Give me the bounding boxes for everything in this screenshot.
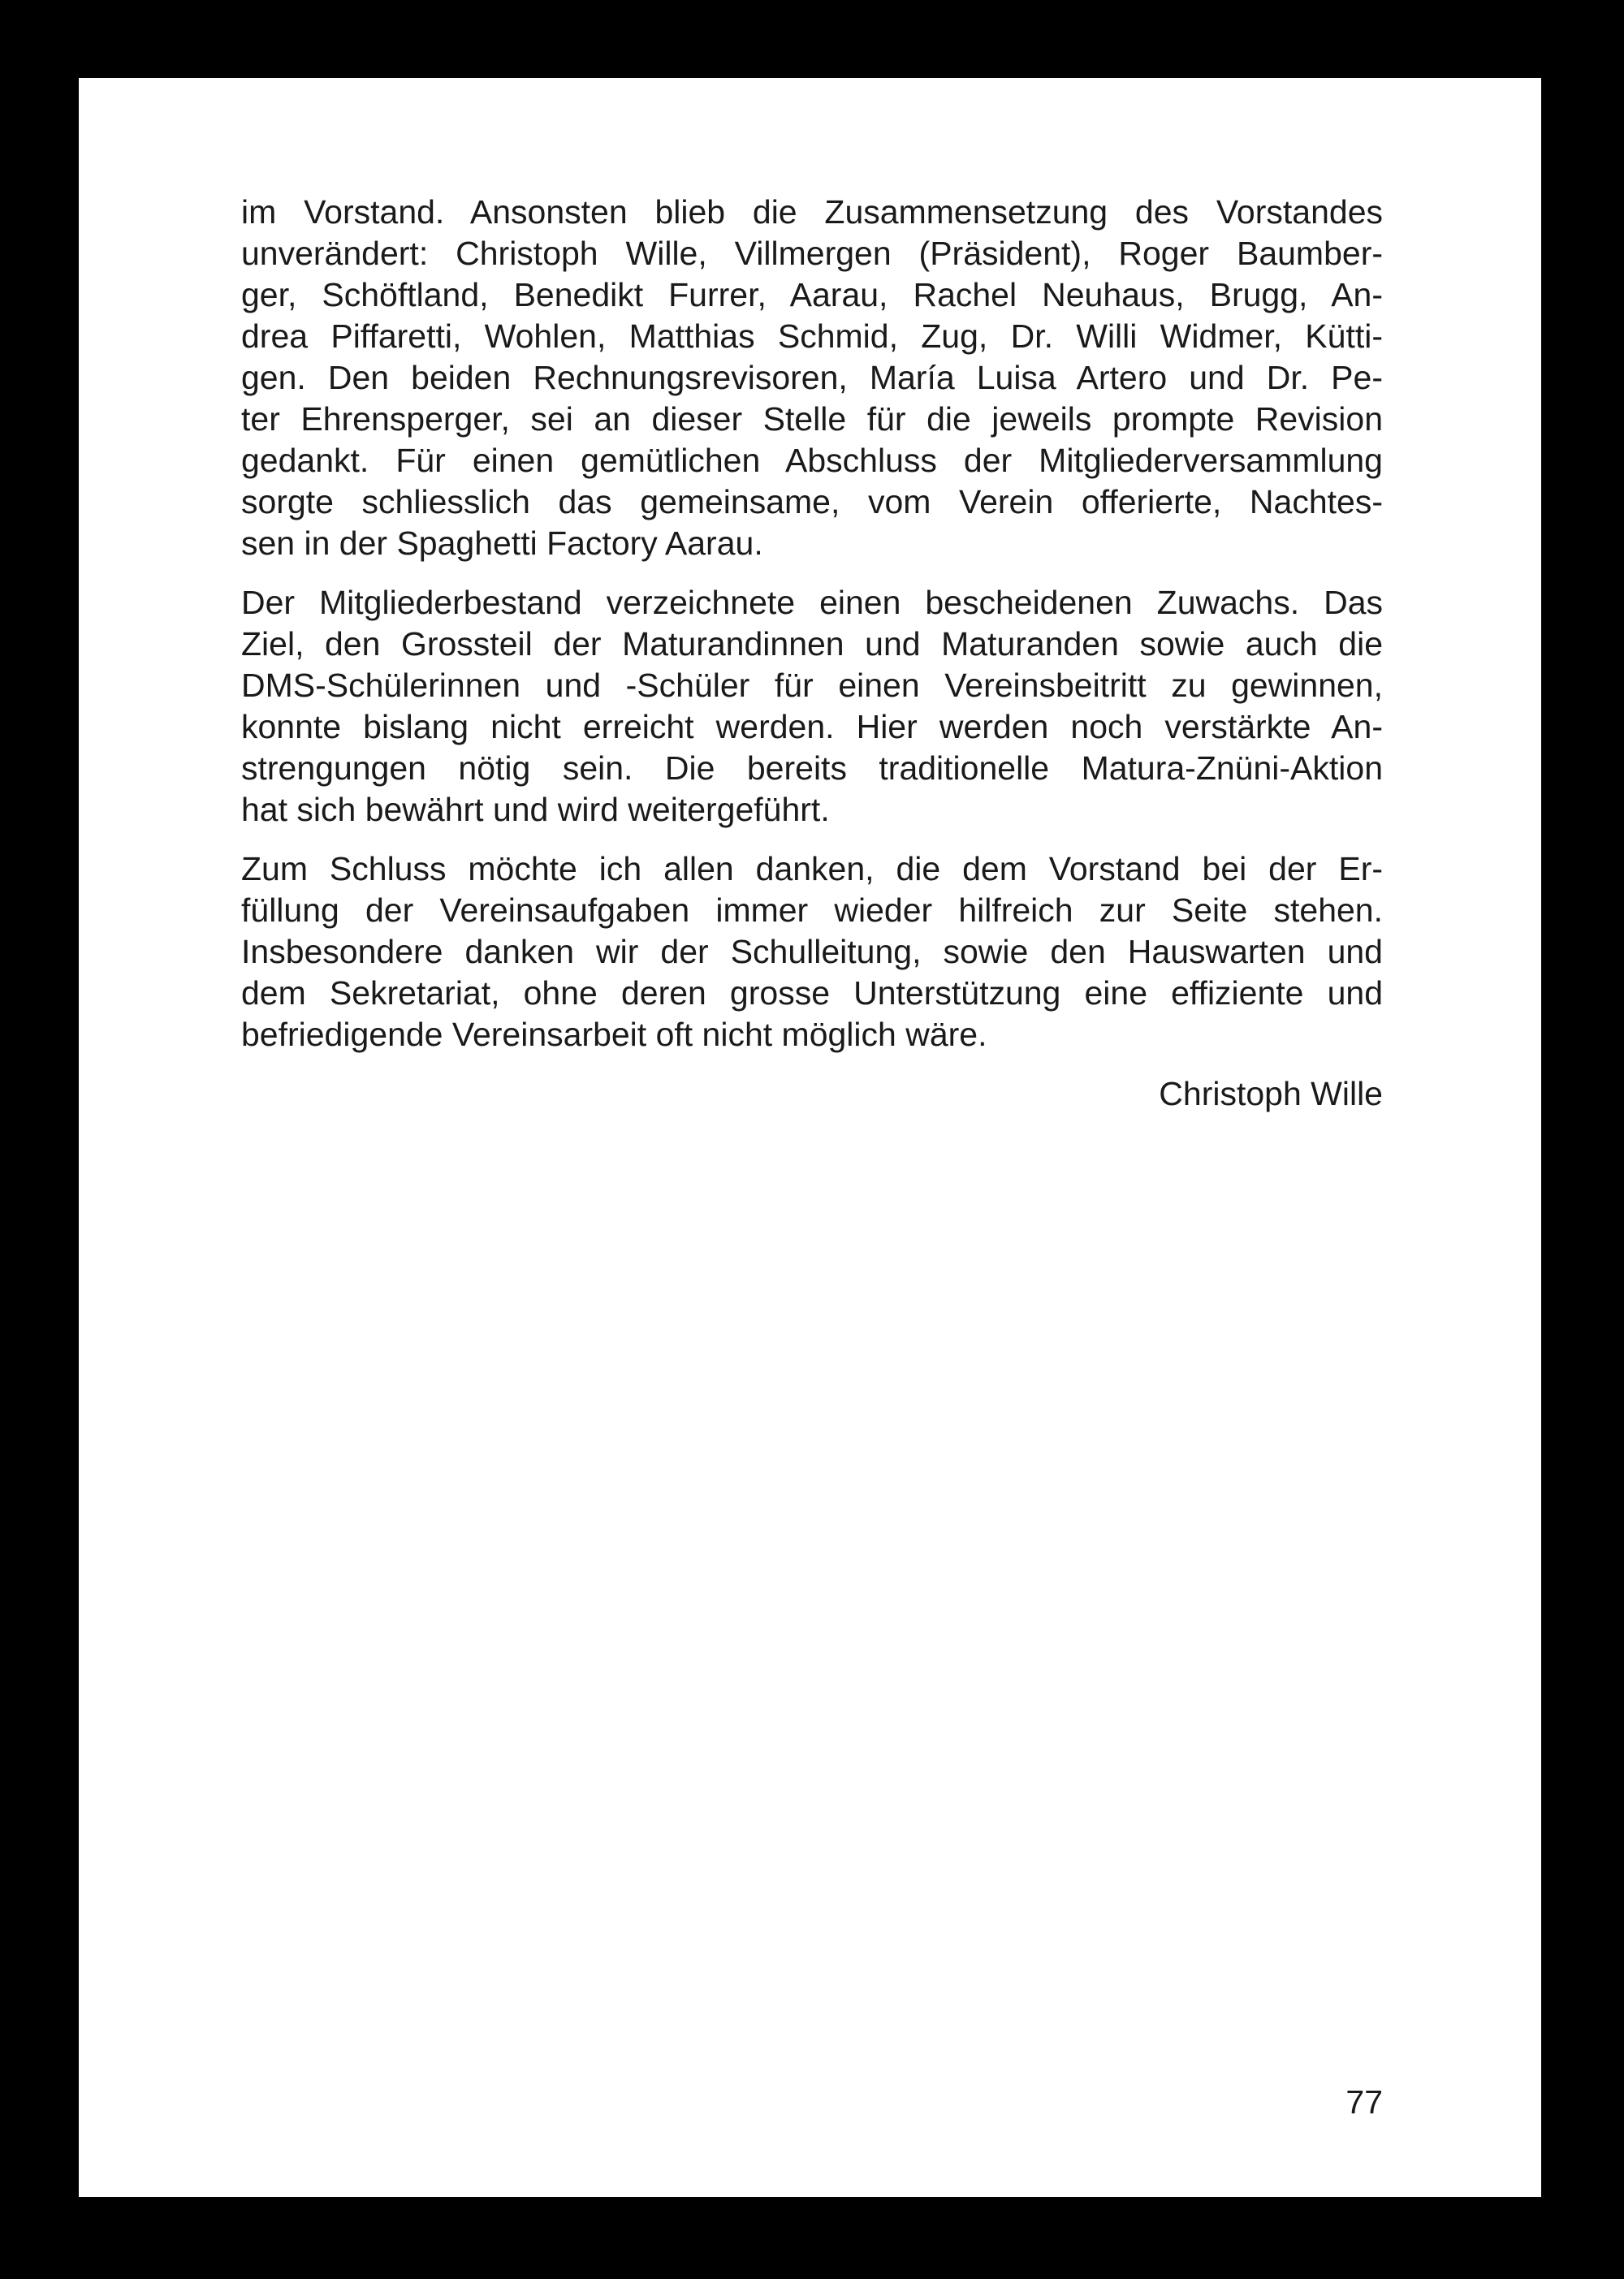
text-line: ger, Schöftland, Benedikt Furrer, Aarau, Rachel Neuhaus, Brugg, An- xyxy=(241,276,1383,313)
paragraph-1 xyxy=(241,192,1383,564)
text-line: unverändert: Christoph Wille, Villmergen (Präsident), Roger Baumber- xyxy=(241,235,1383,272)
text-line: strengungen nötig sein. Die bereits traditionelle Matura-Znüni-Aktion xyxy=(241,749,1383,787)
text-line: gedankt. Für einen gemütlichen Abschluss der Mitgliederversammlung xyxy=(241,442,1383,479)
text-line: dem Sekretariat, ohne deren grosse Unterstützung eine effiziente und xyxy=(241,974,1383,1012)
text-line: füllung der Vereinsaufgaben immer wieder hilfreich zur Seite stehen. xyxy=(241,891,1383,929)
signature: Christoph Wille xyxy=(1159,1075,1383,1112)
text-line: hat sich bewährt und wird weitergeführt. xyxy=(241,791,830,828)
document-page xyxy=(79,78,1541,2197)
page-number: 77 xyxy=(1345,2083,1383,2121)
text-line: Der Mitgliederbestand verzeichnete einen bescheidenen Zuwachs. Das xyxy=(241,584,1383,621)
text-line: im Vorstand. Ansonsten blieb die Zusammensetzung des Vorstandes xyxy=(241,193,1383,231)
text-line: gen. Den beiden Rechnungsrevisoren, María Luisa Artero und Dr. Pe- xyxy=(241,359,1383,396)
text-line: Zum Schluss möchte ich allen danken, die dem Vorstand bei der Er- xyxy=(241,850,1383,887)
text-line: ter Ehrensperger, sei an dieser Stelle für die jeweils prompte Revision xyxy=(241,400,1383,438)
text-line: sen in der Spaghetti Factory Aarau. xyxy=(241,524,763,562)
body-text xyxy=(241,192,1383,1115)
text-line: Insbesondere danken wir der Schulleitung, sowie den Hauswarten und xyxy=(241,933,1383,970)
text-line: drea Piffaretti, Wohlen, Matthias Schmid, Zug, Dr. Willi Widmer, Kütti- xyxy=(241,317,1383,355)
text-line: konnte bislang nicht erreicht werden. Hier werden noch verstärkte An- xyxy=(241,708,1383,745)
text-line: DMS-Schülerinnen und -Schüler für einen Vereinsbeitritt zu gewinnen, xyxy=(241,667,1383,704)
paragraph-3 xyxy=(241,848,1383,1055)
text-line: Ziel, den Grossteil der Maturandinnen und Maturanden sowie auch die xyxy=(241,625,1383,663)
paragraph-2 xyxy=(241,582,1383,831)
text-line: befriedigende Vereinsarbeit oft nicht möglich wäre. xyxy=(241,1016,987,1053)
text-line: sorgte schliesslich das gemeinsame, vom Verein offerierte, Nachtes- xyxy=(241,483,1383,520)
